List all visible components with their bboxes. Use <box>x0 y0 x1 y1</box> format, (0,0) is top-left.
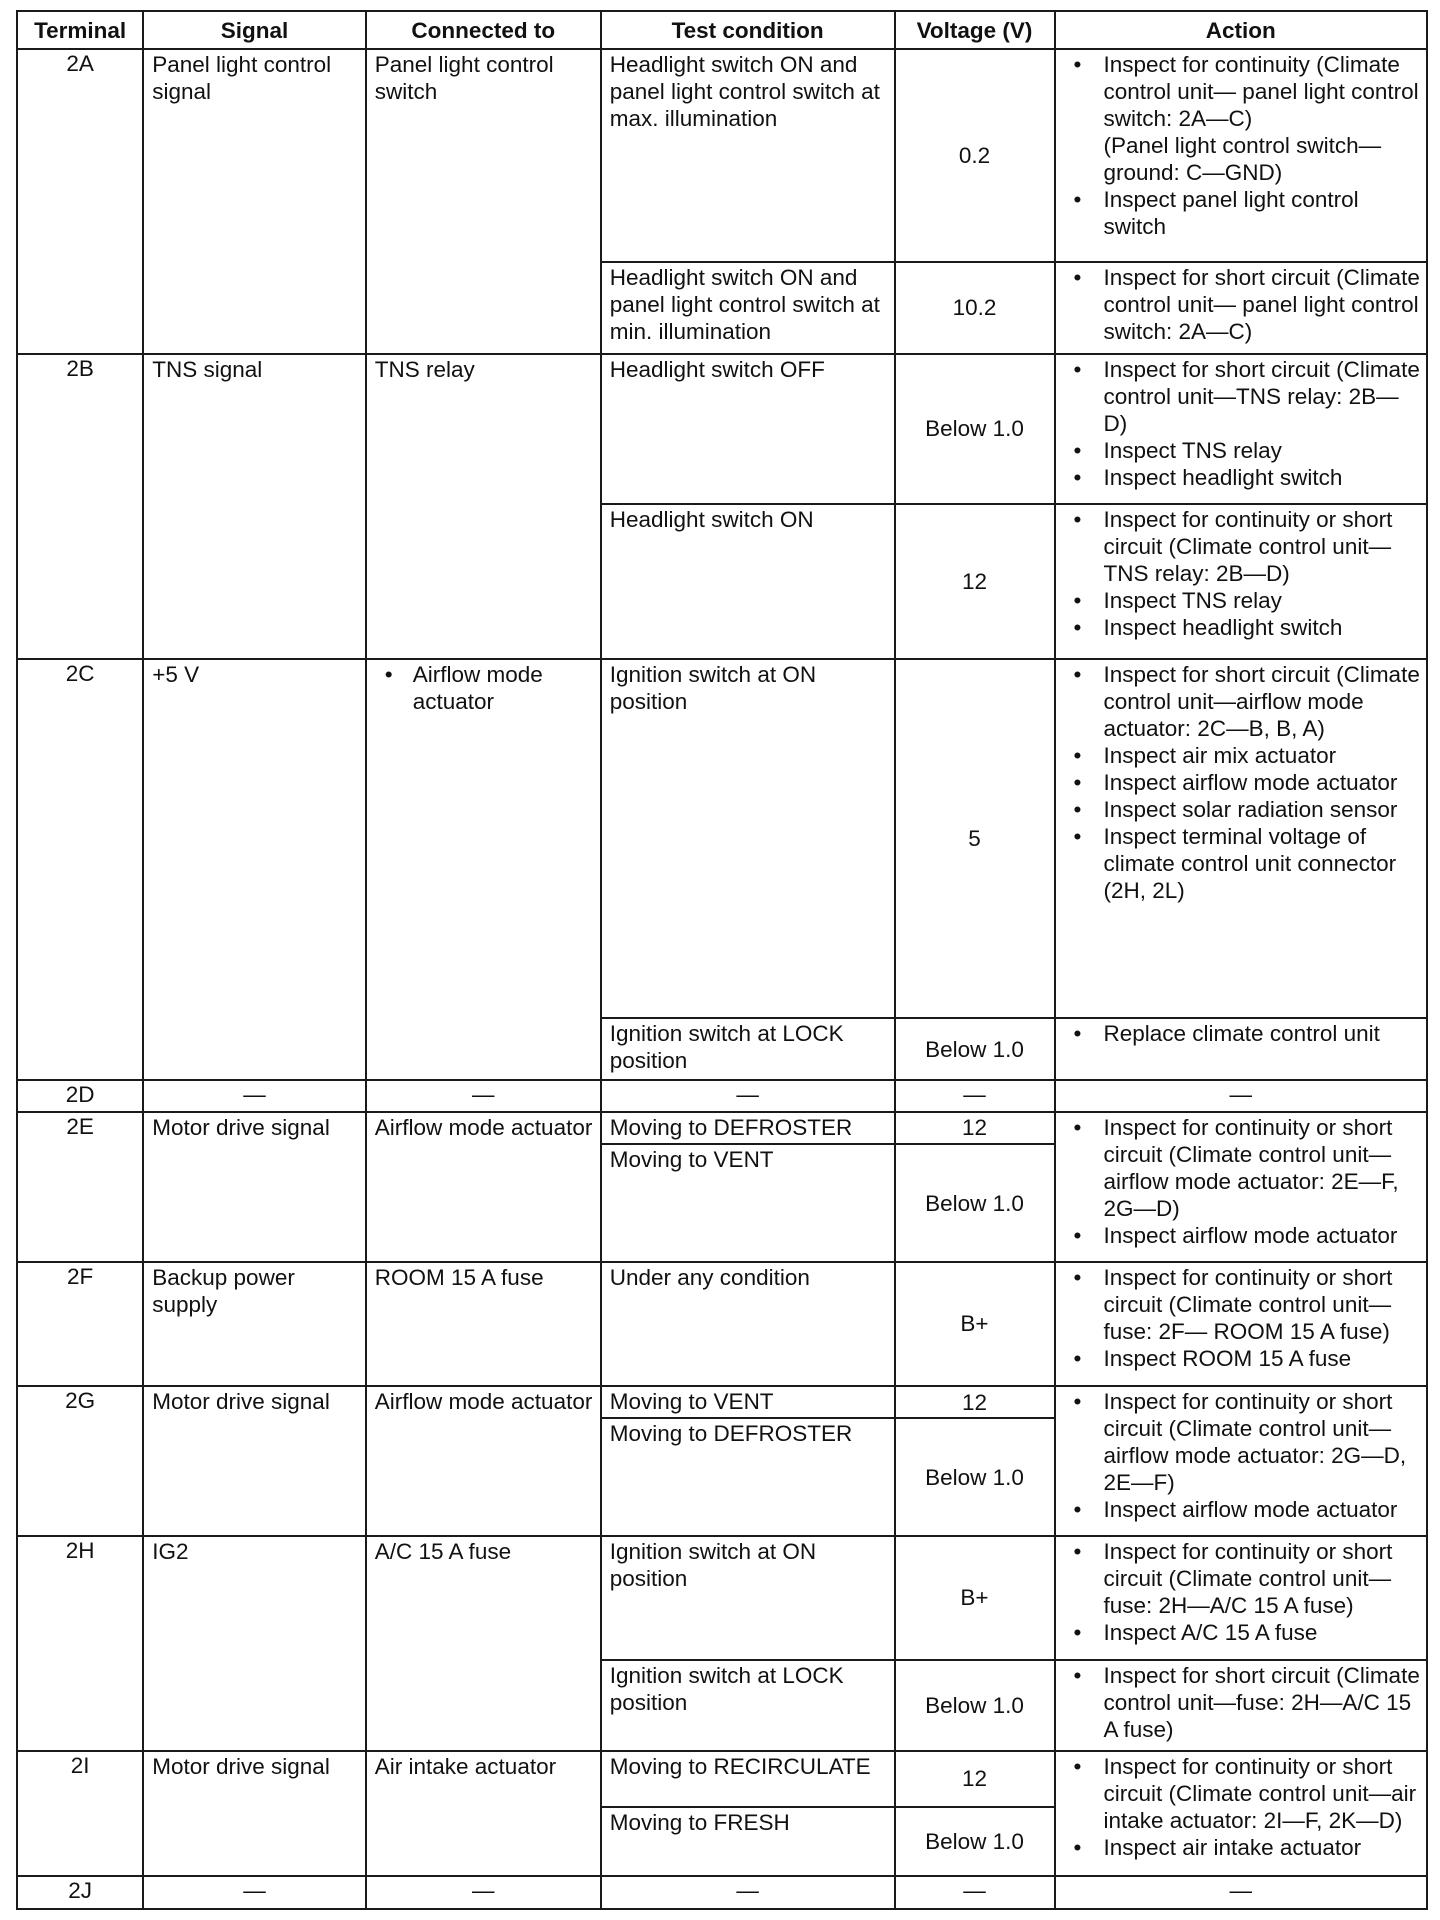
header-test-condition: Test condition <box>601 11 895 49</box>
action-cell <box>1055 262 1428 353</box>
action-cell <box>1055 1112 1428 1262</box>
empty-dash: — <box>366 1876 601 1909</box>
voltage-cell: Below 1.0 <box>895 1018 1055 1080</box>
signal-cell: Backup power supply <box>143 1262 366 1386</box>
action-item: • Inspect airflow mode actuator <box>1104 1496 1421 1523</box>
condition-cell: Headlight switch ON and panel light control switch at max. illumination <box>601 49 895 262</box>
condition-cell: Ignition switch at ON position <box>601 1536 895 1660</box>
signal-cell: Motor drive signal <box>143 1751 366 1876</box>
empty-dash: — <box>1055 1080 1428 1112</box>
terminal-cell: 2E <box>17 1112 143 1262</box>
action-item: • Inspect for continuity or short circuit (Climate control unit—airflow mode actuator: 2G—D, 2E—F) <box>1104 1388 1421 1496</box>
connected-cell: Airflow mode actuator <box>366 1112 601 1262</box>
table-row <box>17 1080 1427 1112</box>
action-cell <box>1055 1660 1428 1751</box>
table-row <box>17 1112 1427 1145</box>
action-item: • Inspect panel light control switch <box>1104 186 1421 240</box>
action-item: • Inspect airflow mode actuator <box>1104 769 1421 796</box>
action-item: • Inspect airflow mode actuator <box>1104 1222 1421 1249</box>
action-cell <box>1055 49 1428 262</box>
condition-cell: Under any condition <box>601 1262 895 1386</box>
terminal-cell: 2J <box>17 1876 143 1909</box>
action-cell <box>1055 1536 1428 1660</box>
voltage-cell: 10.2 <box>895 262 1055 353</box>
terminal-cell: 2B <box>17 354 143 660</box>
action-item: • Replace climate control unit <box>1104 1020 1421 1047</box>
action-cell <box>1055 1018 1428 1080</box>
action-item: • Inspect solar radiation sensor <box>1104 796 1421 823</box>
condition-cell: Ignition switch at ON position <box>601 659 895 1018</box>
connected-cell: TNS relay <box>366 354 601 660</box>
action-item: • Inspect for continuity or short circuit (Climate control unit—TNS relay: 2B—D) <box>1104 506 1421 587</box>
empty-dash: — <box>601 1876 895 1909</box>
table-row <box>17 1262 1427 1386</box>
action-item: • Inspect for short circuit (Climate control unit—fuse: 2H—A/C 15 A fuse) <box>1104 1662 1421 1743</box>
action-item: • Inspect headlight switch <box>1104 464 1421 491</box>
action-item: • Inspect for continuity or short circuit (Climate control unit—fuse: 2F— ROOM 15 A fuse) <box>1104 1264 1421 1345</box>
empty-dash: — <box>895 1080 1055 1112</box>
action-item: • Inspect for short circuit (Climate control unit—TNS relay: 2B—D) <box>1104 356 1421 437</box>
connected-cell: Air intake actuator <box>366 1751 601 1876</box>
action-item: • Inspect TNS relay <box>1104 437 1421 464</box>
action-cell <box>1055 1751 1428 1876</box>
voltage-cell: 5 <box>895 659 1055 1018</box>
condition-cell: Moving to VENT <box>601 1144 895 1261</box>
signal-cell: +5 V <box>143 659 366 1080</box>
connected-cell: Airflow mode actuator <box>366 1386 601 1536</box>
header-action: Action <box>1055 11 1428 49</box>
action-item: • Inspect headlight switch <box>1104 614 1421 641</box>
action-cell <box>1055 504 1428 660</box>
condition-cell: Headlight switch ON and panel light control switch at min. illumination <box>601 262 895 353</box>
voltage-cell: 12 <box>895 504 1055 660</box>
terminal-cell: 2F <box>17 1262 143 1386</box>
voltage-cell: Below 1.0 <box>895 1807 1055 1877</box>
terminal-cell: 2I <box>17 1751 143 1876</box>
empty-dash: — <box>143 1876 366 1909</box>
connected-cell <box>366 659 601 1080</box>
terminal-cell: 2C <box>17 659 143 1080</box>
connected-item: • Airflow mode actuator <box>413 661 594 715</box>
table-row <box>17 354 1427 504</box>
voltage-cell: 12 <box>895 1751 1055 1806</box>
voltage-cell: 12 <box>895 1112 1055 1145</box>
table-row <box>17 1386 1427 1419</box>
connected-cell: Panel light control switch <box>366 49 601 354</box>
signal-cell: TNS signal <box>143 354 366 660</box>
condition-cell: Moving to FRESH <box>601 1807 895 1877</box>
table-row <box>17 49 1427 262</box>
voltage-cell: Below 1.0 <box>895 354 1055 504</box>
terminal-voltage-table <box>16 10 1428 1910</box>
condition-cell: Moving to VENT <box>601 1386 895 1419</box>
condition-cell: Ignition switch at LOCK position <box>601 1660 895 1751</box>
action-item: • Inspect TNS relay <box>1104 587 1421 614</box>
condition-cell: Moving to RECIRCULATE <box>601 1751 895 1806</box>
condition-cell: Moving to DEFROSTER <box>601 1418 895 1535</box>
connected-cell: ROOM 15 A fuse <box>366 1262 601 1386</box>
table-row <box>17 1751 1427 1806</box>
action-item: • Inspect air mix actuator <box>1104 742 1421 769</box>
header-row <box>17 11 1427 49</box>
terminal-cell: 2A <box>17 49 143 354</box>
signal-cell: Panel light control signal <box>143 49 366 354</box>
action-item: • Inspect for continuity or short circuit (Climate control unit—air intake actuator: 2I—F, 2K—D) <box>1104 1753 1421 1834</box>
action-item: • Inspect for continuity or short circuit (Climate control unit—airflow mode actuator: 2E—F, 2G—D) <box>1104 1114 1421 1222</box>
connected-cell: A/C 15 A fuse <box>366 1536 601 1751</box>
action-item: • Inspect A/C 15 A fuse <box>1104 1619 1421 1646</box>
terminal-cell: 2H <box>17 1536 143 1751</box>
voltage-cell: Below 1.0 <box>895 1660 1055 1751</box>
voltage-cell: Below 1.0 <box>895 1418 1055 1535</box>
empty-dash: — <box>895 1876 1055 1909</box>
action-cell <box>1055 659 1428 1018</box>
header-signal: Signal <box>143 11 366 49</box>
signal-cell: Motor drive signal <box>143 1386 366 1536</box>
voltage-cell: 0.2 <box>895 49 1055 262</box>
action-item: • Inspect for continuity or short circuit (Climate control unit—fuse: 2H—A/C 15 A fuse) <box>1104 1538 1421 1619</box>
action-item: • Inspect for short circuit (Climate control unit—airflow mode actuator: 2C—B, B, A) <box>1104 661 1421 742</box>
condition-cell: Moving to DEFROSTER <box>601 1112 895 1145</box>
signal-cell: Motor drive signal <box>143 1112 366 1262</box>
action-item: • Inspect ROOM 15 A fuse <box>1104 1345 1421 1372</box>
condition-cell: Headlight switch ON <box>601 504 895 660</box>
action-item-continued: (Panel light control switch—ground: C—GND) <box>1103 133 1382 185</box>
signal-cell: IG2 <box>143 1536 366 1751</box>
voltage-cell: 12 <box>895 1386 1055 1419</box>
action-item: • Inspect air intake actuator <box>1104 1834 1421 1861</box>
table-row <box>17 1876 1427 1909</box>
table-row <box>17 659 1427 1018</box>
header-connected-to: Connected to <box>366 11 601 49</box>
condition-cell: Headlight switch OFF <box>601 354 895 504</box>
action-item: • Inspect for continuity (Climate control unit— panel light control switch: 2A—C) <box>1104 51 1421 132</box>
action-item: • Inspect terminal voltage of climate control unit connector (2H, 2L) <box>1104 823 1421 904</box>
action-cell <box>1055 354 1428 504</box>
voltage-cell: B+ <box>895 1262 1055 1386</box>
header-terminal: Terminal <box>17 11 143 49</box>
condition-cell: Ignition switch at LOCK position <box>601 1018 895 1080</box>
terminal-cell: 2D <box>17 1080 143 1112</box>
empty-dash: — <box>143 1080 366 1112</box>
table-row <box>17 1536 1427 1660</box>
empty-dash: — <box>601 1080 895 1112</box>
voltage-cell: Below 1.0 <box>895 1144 1055 1261</box>
empty-dash: — <box>366 1080 601 1112</box>
action-cell <box>1055 1262 1428 1386</box>
action-cell <box>1055 1386 1428 1536</box>
voltage-cell: B+ <box>895 1536 1055 1660</box>
empty-dash: — <box>1055 1876 1428 1909</box>
action-item: • Inspect for short circuit (Climate control unit— panel light control switch: 2A—C) <box>1104 264 1421 345</box>
terminal-cell: 2G <box>17 1386 143 1536</box>
header-voltage: Voltage (V) <box>895 11 1055 49</box>
